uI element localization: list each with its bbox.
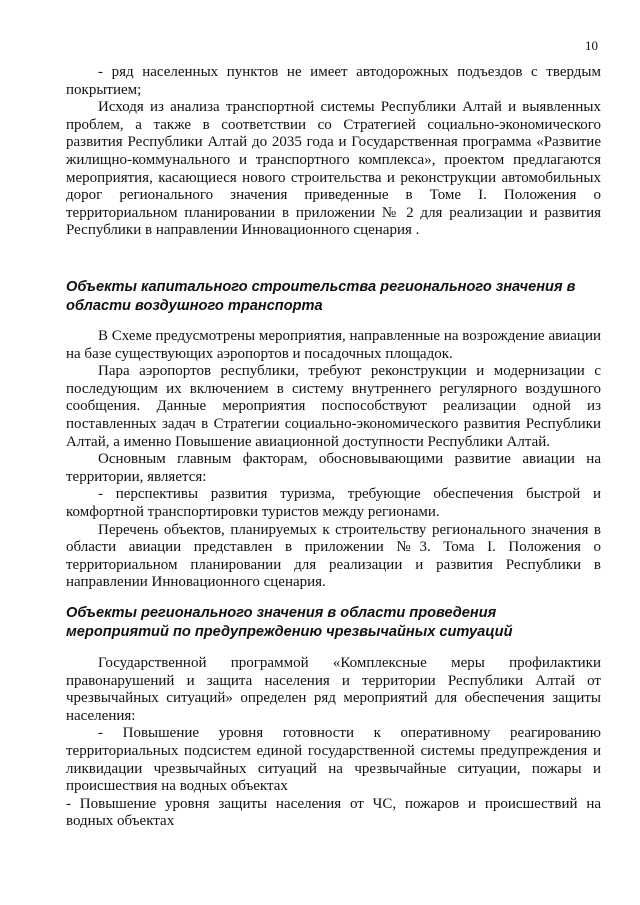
air-paragraph-5: Перечень объектов, планируемых к строительству регионального значения в области авиации представлен в приложении №3. Тома I. Положения о территориальном планировании для реализации и развития Республики в направлении Инновационного сценария.	[66, 521, 601, 591]
page-number: 10	[585, 38, 598, 53]
section-emergency-body	[66, 655, 601, 831]
air-paragraph-1: В Схеме предусмотрены мероприятия, направленные на возрождение авиации на базе существующих аэропортов и посадочных площадок.	[66, 328, 601, 362]
emergency-paragraph-3: - Повышение уровня защиты населения от ЧС, пожаров и происшествий на водных объектах	[66, 795, 601, 830]
section-air-transport-body	[66, 328, 601, 592]
section-air-transport	[66, 278, 601, 316]
intro-paragraph-1: - ряд населенных пунктов не имеет автодорожных подъездов с твердым покрытием;	[66, 64, 601, 98]
air-paragraph-2: Пара аэропортов республики, требуют реконструкции и модернизации с последующим их включением в систему внутреннего регулярного воздушного сообщения. Данные мероприятия поспособствуют реализации одной из поставленных задач в Стратегии социально-экономического развития Республики Алтай, а именно Повышение авиационной доступности Республики Алтай.	[66, 363, 601, 450]
emergency-paragraph-2: - Повышение уровня готовности к оперативному реагированию территориальных подсистем единой государственной системы предупреждения и ликвидации чрезвычайных ситуаций на чрезвычайные ситуации, пожары и происшествия на водных объектах	[66, 725, 601, 795]
intro-paragraph-2: Исходя из анализа транспортной системы Республики Алтай и выявленных проблем, а также в соответствии со Стратегией социально-экономического развития Республики Алтай до 2035 года и Государственная программа «Развитие жилищно-коммунального и транспортного комплекса», проектом предлагаются мероприятия, касающиеся нового строительства и реконструкции автомобильных дорог регионального значения приведенные в Томе I. Положения о территориальном планировании в приложении № 2 для реализации и развития Республики в направлении Инновационного сценария .	[66, 99, 601, 239]
air-paragraph-4: - перспективы развития туризма, требующие обеспечения быстрой и комфортной транспортировки туристов между регионами.	[66, 486, 601, 520]
section-heading-emergency: Объекты регионального значения в области проведения мероприятий по предупреждению чрезвычайных ситуаций	[66, 605, 513, 640]
section-emergency	[66, 604, 601, 642]
intro-text	[66, 64, 601, 240]
emergency-paragraph-1: Государственной программой «Комплексные меры профилактики правонарушений и защита населения и территории Республики Алтай от чрезвычайных ситуаций» определен ряд мероприятий для обеспечения защиты населения:	[66, 655, 601, 724]
section-heading-air-transport: Объекты капитального строительства регионального значения в области воздушного транспорта	[66, 279, 576, 314]
air-paragraph-3: Основным главным факторам, обосновывающими развитие авиации на территории, является:	[66, 451, 601, 485]
